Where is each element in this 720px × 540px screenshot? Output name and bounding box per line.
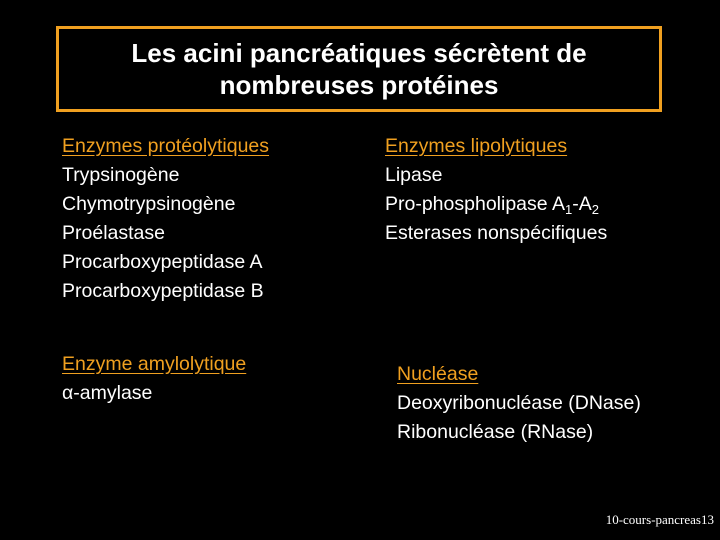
list-item: α-amylase (62, 382, 153, 404)
phospholipase-mid: -A (572, 193, 592, 215)
nuclease-block (397, 360, 641, 447)
list-item: Esterases nonspécifiques (385, 222, 608, 244)
proteolytic-enzymes-block (62, 132, 269, 306)
list-item: Procarboxypeptidase B (62, 280, 264, 302)
slide-title (131, 37, 586, 101)
lipolytic-enzymes-block (385, 132, 607, 248)
phospholipase-prefix: Pro-phospholipase A (385, 193, 565, 215)
amylolytic-heading: Enzyme amylolytique (62, 353, 247, 375)
list-item: Chymotrypsinogène (62, 193, 236, 215)
list-item: Ribonucléase (RNase) (397, 421, 594, 443)
title-line-1: Les acini pancréatiques sécrètent de (131, 38, 587, 68)
title-box (56, 26, 662, 112)
subscript-2: 2 (591, 202, 599, 217)
list-item: Trypsinogène (62, 164, 180, 186)
lipolytic-heading: Enzymes lipolytiques (385, 135, 568, 157)
list-item: Proélastase (62, 222, 165, 244)
list-item-phospholipase (385, 190, 607, 219)
slide-footer: 10-cours-pancreas13 (605, 512, 714, 527)
nuclease-heading: Nucléase (397, 363, 479, 385)
list-item: Deoxyribonucléase (DNase) (397, 392, 641, 414)
title-line-2: nombreuses protéines (219, 70, 499, 100)
amylolytic-enzyme-block (62, 350, 246, 408)
list-item: Lipase (385, 164, 443, 186)
list-item: Procarboxypeptidase A (62, 251, 263, 273)
subscript-1: 1 (564, 202, 573, 217)
proteolytic-heading: Enzymes protéolytiques (62, 135, 270, 157)
